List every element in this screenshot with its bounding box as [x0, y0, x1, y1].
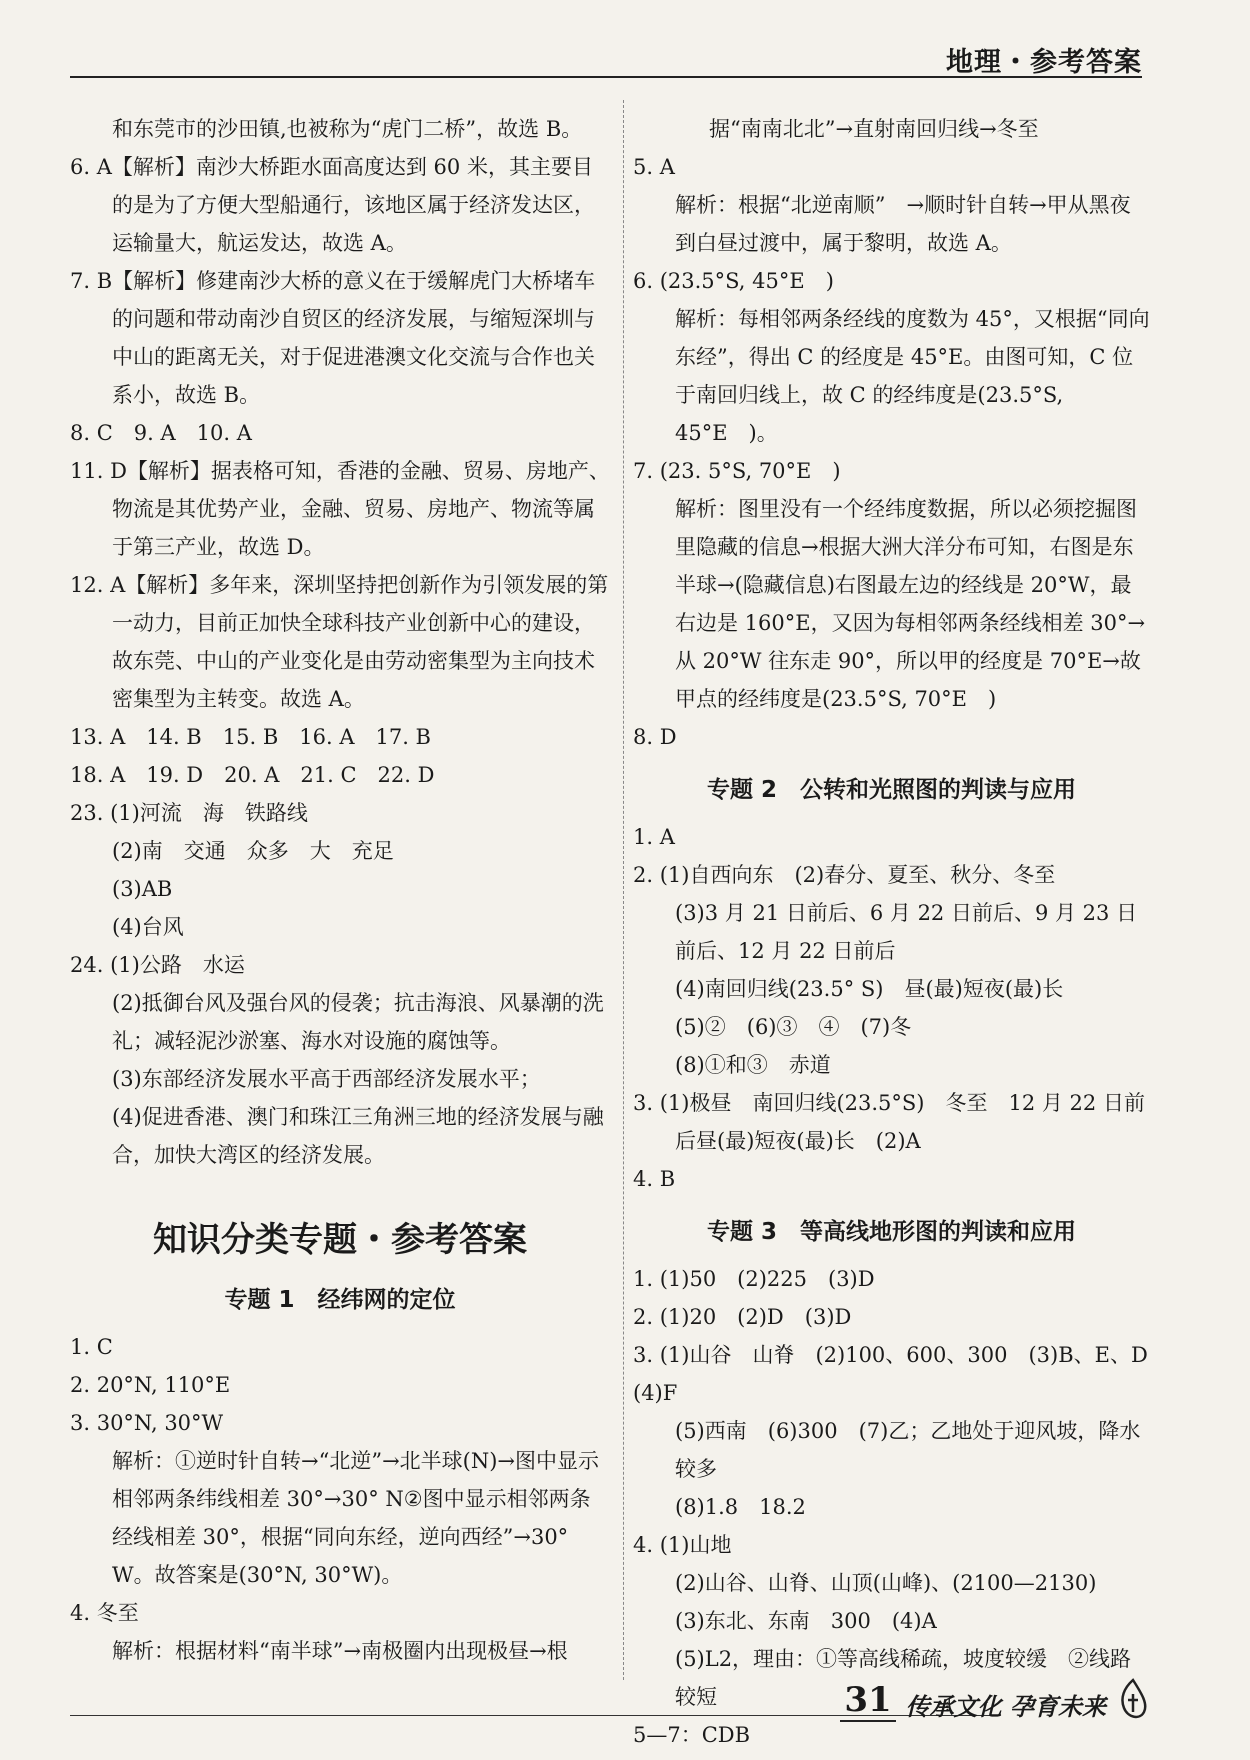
answer-line: (3)AB — [112, 877, 173, 901]
answer-line: (5)西南 (6)300 (7)乙；乙地处于迎风坡，降水较多 — [675, 1419, 1141, 1481]
answer-line: 24. (1)公路 水运 — [70, 953, 245, 977]
page-footer — [840, 1678, 1150, 1722]
answer-line: (3)3 月 21 日前后、6 月 22 日前后、9 月 23 日前后、12 月 22 日前后 — [675, 901, 1138, 963]
answer-line: (3)东部经济发展水平高于西部经济发展水平； — [112, 1067, 541, 1091]
answer-line: 据“南南北北”→直射南回归线→冬至 — [709, 117, 1039, 141]
answer-line: (4)台风 — [112, 915, 184, 939]
footer-slogan: 传承文化 孕育未来 — [905, 1692, 1106, 1721]
answer-line: 1. C — [70, 1335, 113, 1359]
answer-line: 4. 冬至 — [70, 1601, 139, 1625]
answer-line: 8. C 9. A 10. A — [70, 421, 252, 445]
answer-line: 6. A【解析】南沙大桥距水面高度达到 60 米，其主要目的是为了方便大型船通行，该地区属于经济发达区，运输量大，航运发达，故选 A。 — [70, 155, 595, 255]
answer-line: 3. (1)极昼 南回归线(23.5°S) 冬至 12 月 22 日前后昼(最)短夜(最)长 (2)A — [633, 1091, 1145, 1153]
answer-line: 1. A — [633, 825, 675, 849]
answer-line: 23. (1)河流 海 铁路线 — [70, 801, 308, 825]
publisher-logo-icon — [1116, 1678, 1150, 1722]
answer-line: 1. (1)50 (2)225 (3)D — [633, 1267, 875, 1291]
answer-line: 解析：图里没有一个经纬度数据，所以必须挖掘图里隐藏的信息→根据大洲大洋分布可知，右图是东半球→(隐藏信息)右图最左边的经线是 20°W，最右边是 160°E，又因为每相邻两条经线相差 30°→从 20°W 往东走 90°，所以甲的经度是 70°E→故甲点的经纬度是(23.5°S, 70°E ) — [675, 497, 1146, 711]
answer-line: 6. (23.5°S, 45°E ) — [633, 269, 834, 293]
answer-line: 2. (1)20 (2)D (3)D — [633, 1305, 852, 1329]
answer-line: 13. A 14. B 15. B 16. A 17. B — [70, 725, 431, 749]
answer-line: 解析：根据“北逆南顺” →顺时针自转→甲从黑夜到白昼过渡中，属于黎明，故选 A。 — [675, 193, 1131, 255]
section-heading: 专题 3 等高线地形图的判读和应用 — [706, 1219, 1076, 1245]
answer-line: 11. D【解析】据表格可知，香港的金融、贸易、房地产、物流是其优势产业，金融、贸易、房地产、物流等属于第三产业，故选 D。 — [70, 459, 610, 559]
answer-line: 3. (1)山谷 山脊 (2)100、600、300 (3)B、E、D (4)F — [633, 1343, 1169, 1405]
answer-line: (2)南 交通 众多 大 充足 — [112, 839, 394, 863]
right-column — [633, 110, 1169, 1754]
answer-line: 2. 20°N, 110°E — [70, 1373, 231, 1397]
answer-line: 和东莞市的沙田镇,也被称为“虎门二桥”，故选 B。 — [112, 117, 583, 141]
answer-line: 3. 30°N, 30°W — [70, 1411, 224, 1435]
answer-line: (2)山谷、山脊、山顶(山峰)、(2100—2130) — [675, 1571, 1097, 1595]
column-divider — [623, 100, 624, 1680]
answer-line: 8. D — [633, 725, 677, 749]
answer-line: (4)南回归线(23.5° S) 昼(最)短夜(最)长 — [675, 977, 1064, 1001]
answer-line: 18. A 19. D 20. A 21. C 22. D — [70, 763, 435, 787]
answer-line: 4. B — [633, 1167, 676, 1191]
answer-line: 解析：每相邻两条经线的度数为 45°，又根据“同向东经”，得出 C 的经度是 45°E。由图可知，C 位于南回归线上，故 C 的经纬度是(23.5°S, 45°E )。 — [675, 307, 1150, 445]
answer-line: (2)抵御台风及强台风的侵袭；抗击海浪、风暴潮的洗礼；减轻泥沙淤塞、海水对设施的腐蚀等。 — [112, 991, 604, 1053]
answer-line: (3)东北、东南 300 (4)A — [675, 1609, 937, 1633]
answer-line: 7. B【解析】修建南沙大桥的意义在于缓解虎门大桥堵车的问题和带动南沙自贸区的经济发展，与缩短深圳与中山的距离无关，对于促进港澳文化交流与合作也关系小，故选 B。 — [70, 269, 596, 407]
answer-line: 7. (23. 5°S, 70°E ) — [633, 459, 841, 483]
page-number: 31 — [840, 1680, 895, 1722]
answer-line: (8)1.8 18.2 — [675, 1495, 806, 1519]
left-column — [70, 110, 610, 1670]
answer-line: (4)促进香港、澳门和珠江三角洲三地的经济发展与融合，加快大湾区的经济发展。 — [112, 1105, 604, 1167]
page-header-title: 地理・参考答案 — [946, 47, 1142, 78]
answer-line: 5. A — [633, 155, 675, 179]
answer-line: (5)L2，理由：①等高线稀疏，坡度较缓 ②线路较短 — [675, 1647, 1132, 1709]
section-heading: 知识分类专题・参考答案 — [153, 1220, 527, 1260]
answer-line: 解析：根据材料“南半球”→南极圈内出现极昼→根 — [112, 1639, 568, 1663]
section-heading: 专题 1 经纬网的定位 — [224, 1287, 456, 1313]
answer-line: (8)①和③ 赤道 — [675, 1053, 831, 1077]
answer-line: 解析：①逆时针自转→“北逆”→北半球(N)→图中显示相邻两条纬线相差 30°→30° N②图中显示相邻两条经线相差 30°，根据“同向东经，逆向西经”→30° W。故答案是(30°N, 30°W)。 — [112, 1449, 600, 1587]
header-rule — [70, 76, 1142, 78]
section-heading: 专题 2 公转和光照图的判读与应用 — [706, 777, 1076, 803]
answer-line: 4. (1)山地 — [633, 1533, 732, 1557]
answer-line: 5—7：CDB — [633, 1723, 751, 1747]
answer-line: 12. A【解析】多年来，深圳坚持把创新作为引领发展的第一动力，目前正加快全球科技产业创新中心的建设，故东莞、中山的产业变化是由劳动密集型为主向技术密集型为主转变。故选 A。 — [70, 573, 609, 711]
answer-line: (5)② (6)③ ④ (7)冬 — [675, 1015, 912, 1039]
answer-line: 2. (1)自西向东 (2)春分、夏至、秋分、冬至 — [633, 863, 1056, 887]
